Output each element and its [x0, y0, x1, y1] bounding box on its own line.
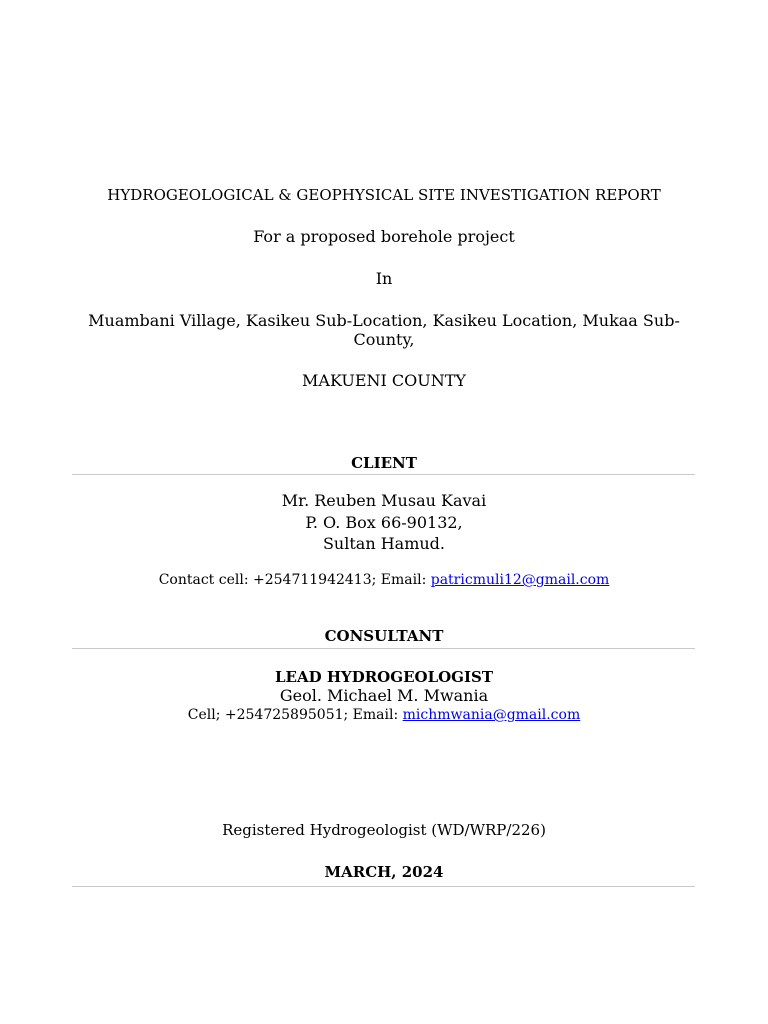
report-title: HYDROGEOLOGICAL & GEOPHYSICAL SITE INVESTIGATION REPORT — [107, 186, 661, 204]
report-county: MAKUENI COUNTY — [302, 371, 466, 390]
client-heading: CLIENT — [351, 454, 417, 472]
consultant-contact-text: Cell; +254725895051; Email: — [187, 707, 403, 723]
report-location: Muambani Village, Kasikeu Sub-Location, Kasikeu Location, Mukaa Sub-County, — [88, 311, 680, 349]
consultant-heading: CONSULTANT — [324, 627, 444, 645]
consultant-divider — [72, 648, 695, 649]
client-contact-text: Contact cell: +254711942413; Email: — [158, 572, 431, 588]
client-address: P. O. Box 66-90132, — [305, 513, 463, 532]
client-name: Mr. Reuben Musau Kavai — [281, 491, 487, 510]
consultant-registration: Registered Hydrogeologist (WD/WRP/226) — [222, 821, 546, 839]
consultant-contact — [60, 707, 708, 723]
client-email-link[interactable]: patricmuli12@gmail.com — [430, 572, 610, 588]
consultant-name: Geol. Michael M. Mwania — [279, 686, 489, 705]
client-contact — [60, 572, 708, 588]
report-in-word: In — [375, 269, 393, 288]
date-divider — [72, 886, 695, 887]
consultant-email-link[interactable]: michmwania@gmail.com — [402, 707, 581, 723]
report-subtitle: For a proposed borehole project — [253, 227, 515, 246]
report-date: MARCH, 2024 — [324, 863, 444, 881]
client-town: Sultan Hamud. — [322, 534, 446, 553]
consultant-role: LEAD HYDROGEOLOGIST — [274, 668, 493, 686]
client-divider — [72, 474, 695, 475]
